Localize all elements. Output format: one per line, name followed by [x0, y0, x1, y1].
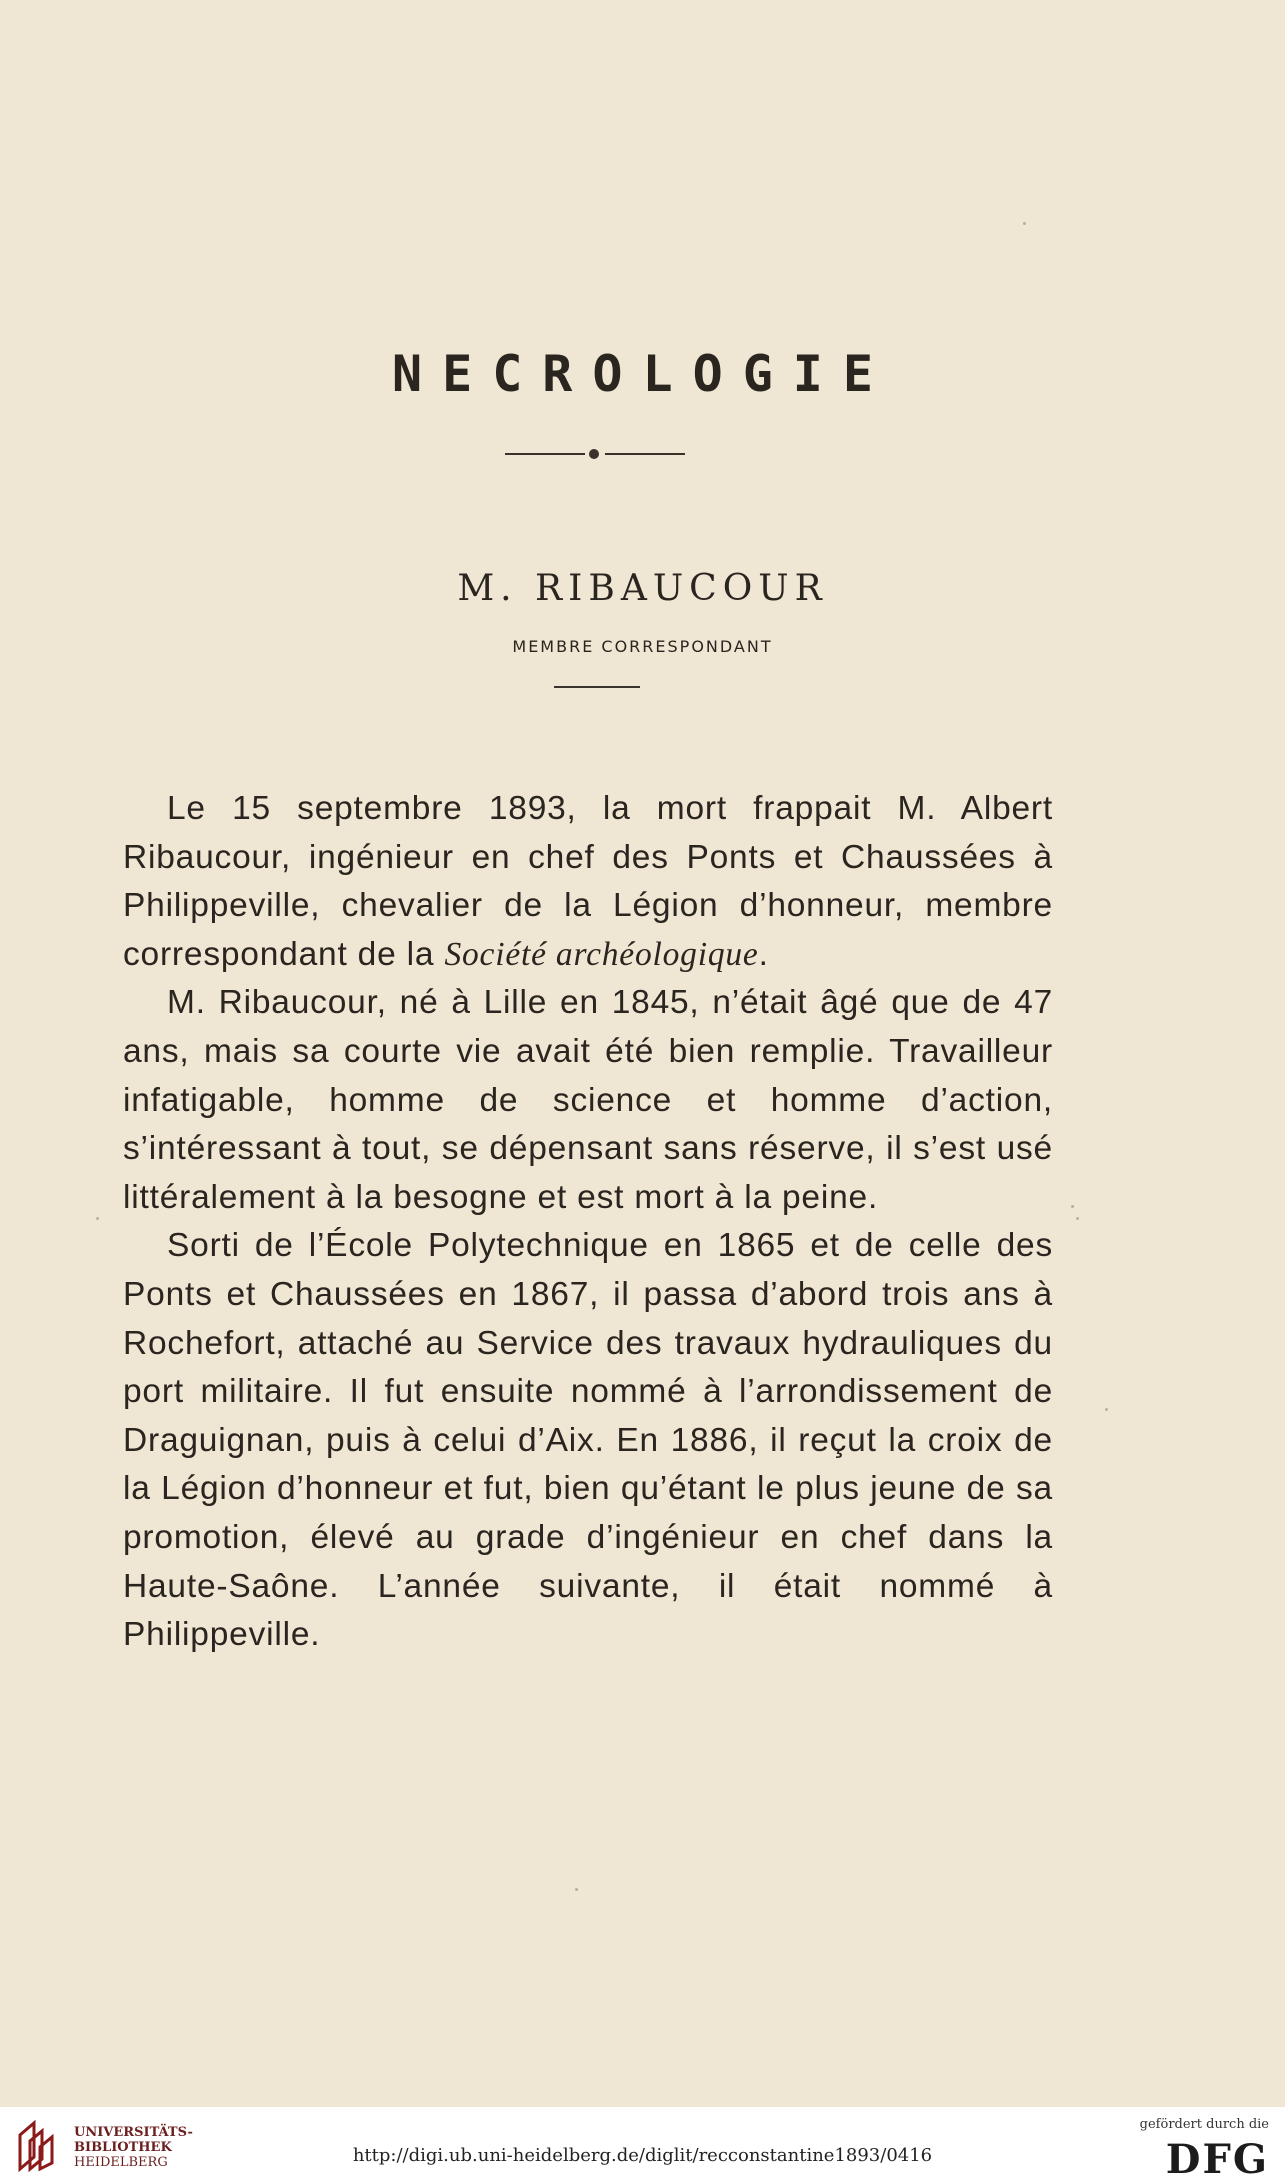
library-name: UNIVERSITÄTS- BIBLIOTHEK HEIDELBERG: [74, 2125, 193, 2170]
article-body: [123, 785, 1053, 1660]
paragraph-1: Le 15 septembre 1893, la mort frappait M. Albert Ribaucour, ingénieur en chef des Ponts et Chaussées à Philippeville, chevalier de la Légion d’honneur, membre correspondant de la Société archéologique.: [123, 790, 1053, 973]
society-name: Société archéologique: [444, 935, 759, 973]
dfg-logo: DFG: [1165, 2136, 1269, 2183]
funded-by-label: gefördert durch die: [1139, 2117, 1269, 2132]
paragraph-3: Sorti de l’École Polytechnique en 1865 et de celle des Ponts et Chaussées en 1867, il passa d’abord trois ans à Rochefort, attaché au Service des travaux hydrauliques du port militaire. Il fut ensuite nommé à l’arrondissement de Draguignan, puis à celui d’Aix. En 1886, il reçut la croix de la Légion d’honneur et fut, bien qu’étant le plus jeune de sa promotion, élevé au grade d’ingénieur en chef dans la Haute-Saône. L’année suivante, il était nommé à Philippeville.: [123, 1227, 1053, 1654]
separator-rule: [554, 686, 640, 688]
person-subtitle: MEMBRE CORRESPONDANT: [512, 637, 773, 656]
page-heading: NECROLOGIE: [391, 345, 894, 403]
person-name: M. RIBAUCOUR: [457, 568, 828, 609]
permalink-url[interactable]: http://digi.ub.uni-heidelberg.de/diglit/recconstantine1893/0416: [352, 2145, 933, 2166]
paragraph-2: M. Ribaucour, né à Lille en 1845, n’était âgé que de 47 ans, mais sa courte vie avait été bien remplie. Travailleur infatigable, homme de science et homme d’action, s’intéressant à tout, se dépensant sans réserve, il s’est usé littéralement à la besogne et est mort à la peine.: [123, 984, 1053, 1216]
heading-ornament: [505, 447, 685, 461]
